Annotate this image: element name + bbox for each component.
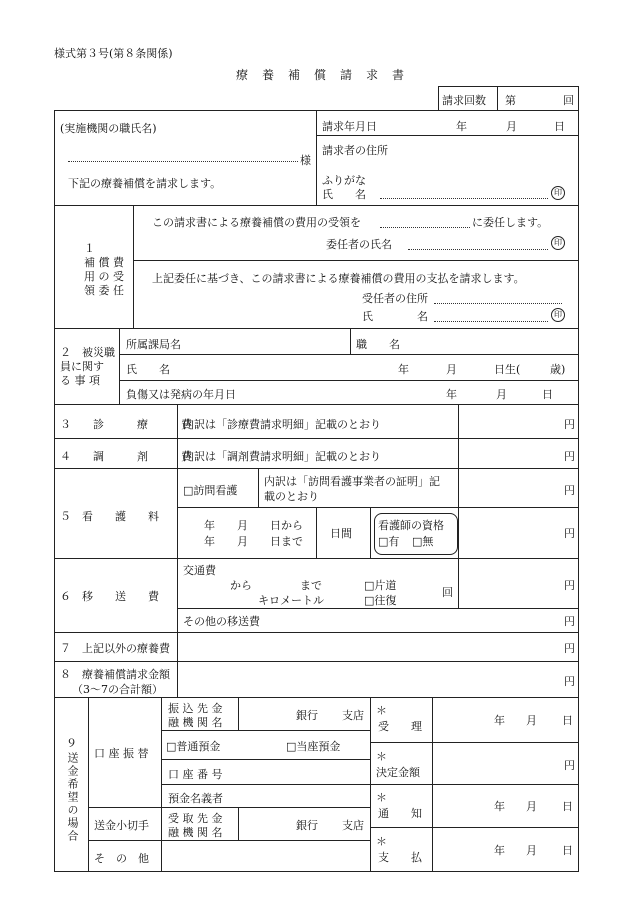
agency-name-field[interactable] — [68, 161, 298, 162]
km-label: キロメートル — [258, 594, 324, 607]
claimant-address-label: 請求者の住所 — [322, 144, 388, 157]
section5-detail-line1: 内訳は「訪問看護事業者の証明」記 — [264, 475, 440, 488]
injury-date-label: 負傷又は発病の年月日 — [126, 388, 236, 401]
yen-unit: 円 — [564, 642, 575, 655]
received-month: 月 — [526, 714, 537, 727]
receive-bank-line1: 受 取 先 金 — [168, 812, 223, 825]
payment-year: 年 — [494, 844, 505, 857]
form-number: 様式第３号(第８条関係) — [54, 47, 173, 60]
other-label: そ の 他 — [94, 852, 149, 865]
asterisk-mark: ＊ — [376, 791, 387, 804]
notice-month: 月 — [526, 800, 537, 813]
ordinary-deposit-checkbox[interactable]: □普通預金 — [166, 740, 221, 753]
claim-date-year: 年 — [456, 120, 467, 133]
section5-detail-line2: 載のとおり — [264, 490, 319, 503]
round-trip-checkbox[interactable]: □往復 — [364, 594, 397, 607]
notice-day: 日 — [562, 800, 573, 813]
claim-count-prefix: 第 — [505, 94, 516, 107]
form-title: 療 養 補 償 請 求 書 — [236, 68, 406, 82]
bank-suffix: 銀行 — [296, 819, 318, 832]
delegate-name-label: 氏 名 — [362, 310, 428, 323]
qualification-label: 看護師の資格 — [378, 519, 444, 532]
furigana-label: ふりがな — [322, 174, 366, 187]
visit-nursing-checkbox[interactable]: □訪問看護 — [183, 484, 238, 497]
birth-month: 月 — [446, 363, 457, 376]
age-label: 歳) — [550, 363, 566, 376]
one-way-checkbox[interactable]: □片道 — [364, 579, 397, 592]
yen-unit: 円 — [564, 527, 575, 540]
period-to: 年 月 日まで — [204, 535, 303, 548]
payment-month: 月 — [526, 844, 537, 857]
delegate-text-post: に委任します。 — [472, 216, 549, 229]
yen-unit: 円 — [564, 579, 575, 592]
dept-label: 所属課局名 — [126, 338, 181, 351]
bank-suffix: 銀行 — [296, 709, 318, 722]
request-text: 下記の療養補償を請求します。 — [68, 177, 222, 190]
payment-label: 支 払 — [378, 851, 422, 864]
section8-label-line1: ８ 療養補償請求金額 — [60, 668, 170, 681]
section9-number: ９ — [66, 737, 77, 750]
period-from: 年 月 日から — [204, 519, 303, 532]
from-label: から — [230, 579, 252, 592]
claim-count-suffix: 回 — [563, 94, 574, 107]
section9-vertical-label: 送金希望の場合 — [66, 752, 79, 843]
branch-suffix: 支店 — [342, 709, 364, 722]
seal-mark: 印 — [551, 186, 565, 200]
claim-date-day: 日 — [554, 120, 565, 133]
section4-detail: 内訳は「調剤費請求明細」記載のとおり — [183, 450, 381, 463]
agency-label: (実施機関の職氏名) — [60, 122, 157, 135]
delegate-address-label: 受任者の住所 — [362, 292, 428, 305]
yen-unit: 円 — [564, 484, 575, 497]
delegator-name-field[interactable] — [408, 249, 548, 250]
asterisk-mark: ＊ — [376, 704, 387, 717]
delegate-address-field[interactable] — [434, 303, 562, 304]
section4-label: ４ 調 剤 費 — [60, 450, 192, 463]
received-day: 日 — [562, 714, 573, 727]
decided-amount-label: 決定金額 — [376, 766, 420, 779]
branch-suffix: 支店 — [342, 819, 364, 832]
position-label: 職 名 — [356, 338, 400, 351]
notice-label: 通 知 — [378, 807, 422, 820]
current-deposit-checkbox[interactable]: □当座預金 — [286, 740, 341, 753]
asterisk-mark: ＊ — [376, 750, 387, 763]
section1-label: １ 補 償 費 用 の 受 領 委 任 — [84, 242, 124, 297]
yen-unit: 円 — [564, 450, 575, 463]
times-label: 回 — [442, 586, 453, 599]
account-holder-label: 預金名義者 — [168, 792, 223, 805]
claim-date-month: 月 — [506, 120, 517, 133]
section2-label: ２ 被災職 員に関す る 事 項 — [60, 346, 115, 387]
notice-year: 年 — [494, 800, 505, 813]
injury-day: 日 — [542, 388, 553, 401]
payment-request-text: 上記委任に基づき、この請求書による療養補償の費用の支払を請求します。 — [152, 272, 525, 285]
birth-year: 年 — [398, 363, 409, 376]
check-label: 送金小切手 — [94, 819, 149, 832]
days-label: 日間 — [330, 527, 352, 540]
section3-label: ３ 診 療 費 — [60, 418, 192, 431]
birth-day-label: 日生( — [494, 363, 521, 376]
honorific: 様 — [300, 154, 311, 167]
asterisk-mark: ＊ — [376, 835, 387, 848]
transport-label: 交通費 — [183, 564, 216, 577]
yen-unit: 円 — [564, 675, 575, 688]
delegate-text-pre: この請求書による療養補償の費用の受領を — [152, 216, 361, 229]
delegate-signature-field[interactable] — [434, 321, 548, 322]
to-label: まで — [300, 579, 322, 592]
section3-detail: 内訳は「診療費請求明細」記載のとおり — [183, 418, 381, 431]
delegate-name-field[interactable] — [380, 227, 470, 228]
section6-label: ６ 移 送 費 — [60, 590, 159, 603]
yen-unit: 円 — [564, 418, 575, 431]
payment-day: 日 — [562, 844, 573, 857]
account-number-label: 口 座 番 号 — [168, 768, 223, 781]
seal-mark: 印 — [551, 236, 565, 250]
section5-label: ５ 看 護 料 — [60, 510, 159, 523]
qualification-no-checkbox[interactable]: □無 — [412, 535, 434, 548]
employee-name-label: 氏 名 — [126, 363, 170, 376]
other-transport-label: その他の移送費 — [183, 615, 260, 628]
bank-label-line1: 振 込 先 金 — [168, 702, 223, 715]
receive-bank-line2: 融 機 関 名 — [168, 826, 223, 839]
delegator-name-label: 委任者の氏名 — [326, 238, 392, 251]
injury-month: 月 — [496, 388, 507, 401]
transfer-label: 口 座 振 替 — [94, 747, 149, 760]
seal-mark: 印 — [551, 308, 565, 322]
bank-label-line2: 融 機 関 名 — [168, 716, 223, 729]
claim-date-label: 請求年月日 — [322, 120, 377, 133]
yen-unit: 円 — [564, 759, 575, 772]
injury-year: 年 — [446, 388, 457, 401]
section8-label-line2: （3〜7の合計額） — [72, 683, 163, 696]
received-label: 受 理 — [378, 720, 422, 733]
yen-unit: 円 — [564, 615, 575, 628]
claimant-name-field[interactable] — [380, 198, 548, 199]
claimant-name-label: 氏 名 — [322, 188, 366, 201]
section7-label: ７ 上記以外の療養費 — [60, 642, 170, 655]
received-year: 年 — [494, 714, 505, 727]
claim-count-label: 請求回数 — [442, 94, 486, 107]
qualification-yes-checkbox[interactable]: □有 — [378, 535, 400, 548]
